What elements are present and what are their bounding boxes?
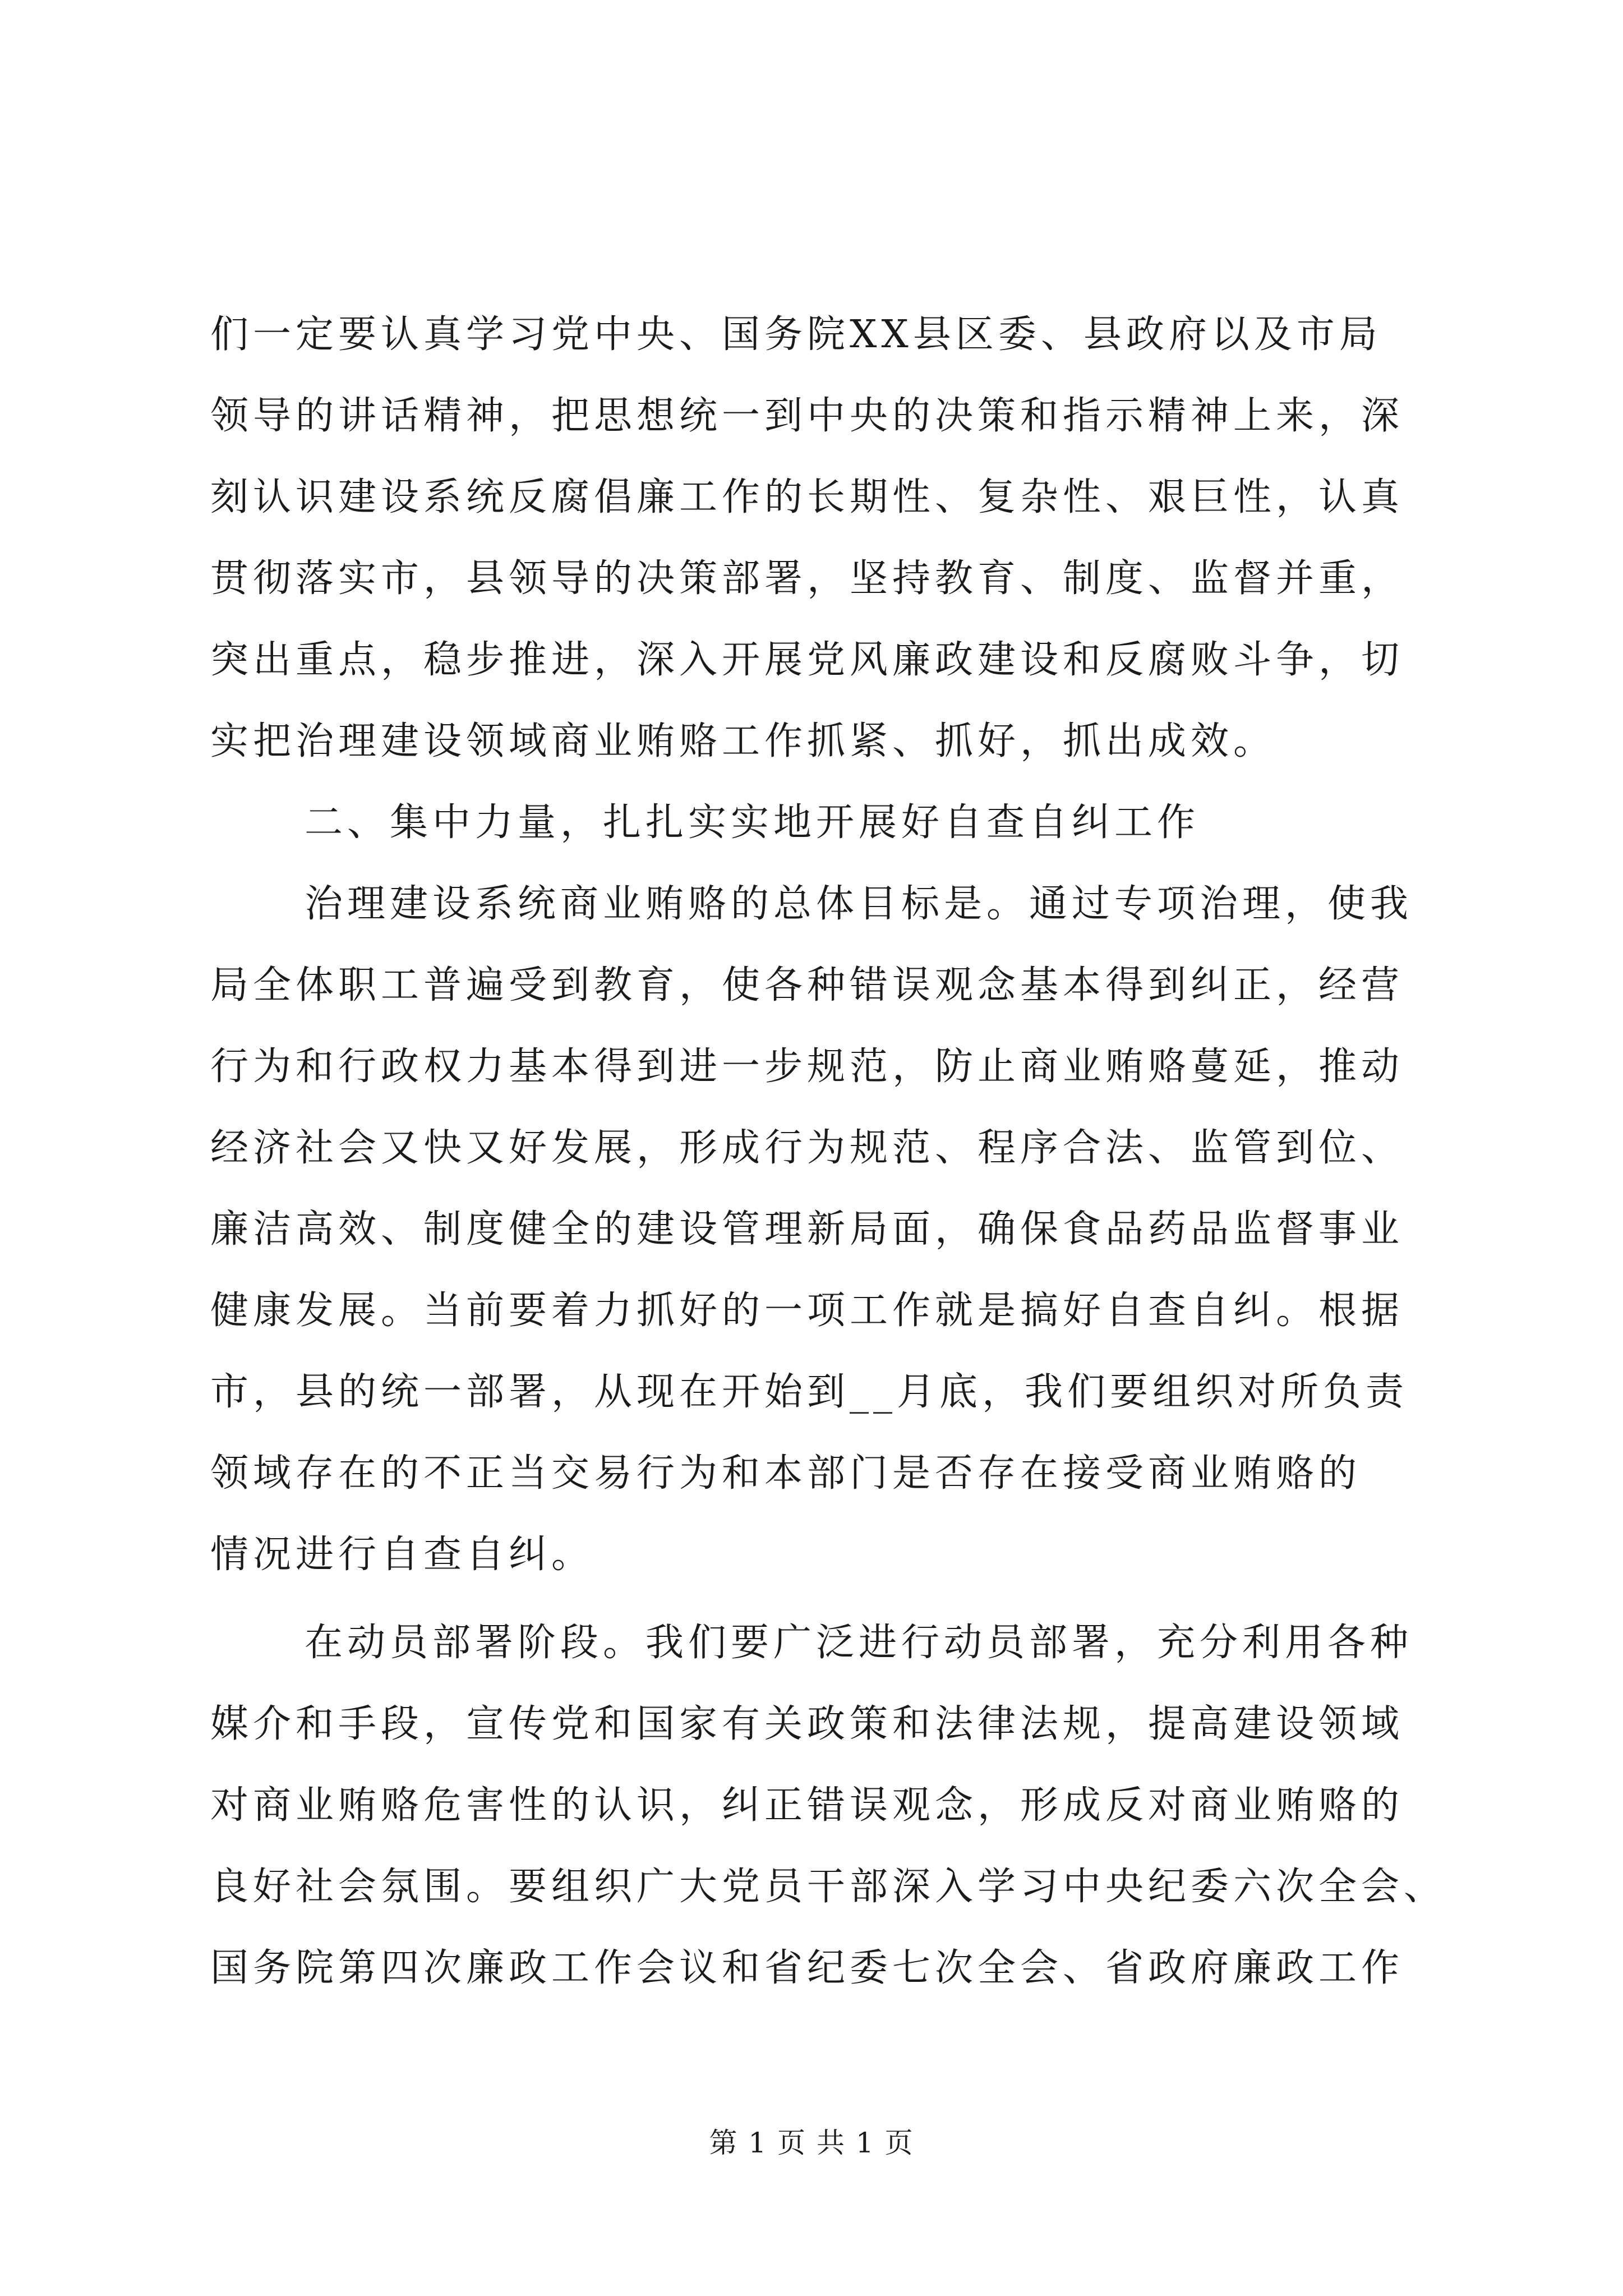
text-line: 良好社会氛围。要组织广大党员干部深入学习中央纪委六次全会、 [210, 1865, 1447, 1909]
text-line: 贯彻落实市，县领导的决策部署，坚持教育、制度、监督并重， [210, 556, 1404, 601]
text-line: 媒介和手段，宣传党和国家有关政策和法律法规，提高建设领域 [210, 1702, 1404, 1746]
text-line: 领域存在的不正当交易行为和本部门是否存在接受商业贿赂的 [210, 1451, 1362, 1496]
text-line: 领导的讲话精神，把思想统一到中央的决策和指示精神上来，深 [210, 394, 1404, 438]
text-line: 对商业贿赂危害性的认识，纠正错误观念，形成反对商业贿赂的 [210, 1783, 1404, 1828]
text-line: 健康发展。当前要着力抓好的一项工作就是搞好自查自纠。根据 [210, 1289, 1404, 1333]
text-line: 实把治理建设领域商业贿赂工作抓紧、抓好，抓出成效。 [210, 719, 1276, 763]
page-footer: 第 1 页 共 1 页 [709, 2127, 914, 2159]
text-line: 们一定要认真学习党中央、国务院XX县区委、县政府以及市局 [210, 312, 1382, 357]
text-line: 治理建设系统商业贿赂的总体目标是。通过专项治理，使我 [305, 882, 1413, 926]
text-line: 在动员部署阶段。我们要广泛进行动员部署，充分利用各种 [305, 1621, 1413, 1665]
text-line: 国务院第四次廉政工作会议和省纪委七次全会、省政府廉政工作 [210, 1946, 1404, 1990]
text-line: 突出重点，稳步推进，深入开展党风廉政建设和反腐败斗争，切 [210, 638, 1404, 682]
text-line: 情况进行自查自纠。 [210, 1533, 594, 1577]
text-line: 局全体职工普遍受到教育，使各种错误观念基本得到纠正，经营 [210, 963, 1404, 1007]
text-line: 经济社会又快又好发展，形成行为规范、程序合法、监管到位、 [210, 1126, 1404, 1170]
text-line: 行为和行政权力基本得到进一步规范，防止商业贿赂蔓延，推动 [210, 1045, 1404, 1089]
text-line: 市，县的统一部署，从现在开始到__月底，我们要组织对所负责 [210, 1370, 1409, 1414]
text-line: 刻认识建设系统反腐倡廉工作的长期性、复杂性、艰巨性，认真 [210, 475, 1404, 519]
section-heading: 二、集中力量，扎扎实实地开展好自查自纠工作 [305, 800, 1200, 845]
text-line: 廉洁高效、制度健全的建设管理新局面，确保食品药品监督事业 [210, 1207, 1404, 1251]
